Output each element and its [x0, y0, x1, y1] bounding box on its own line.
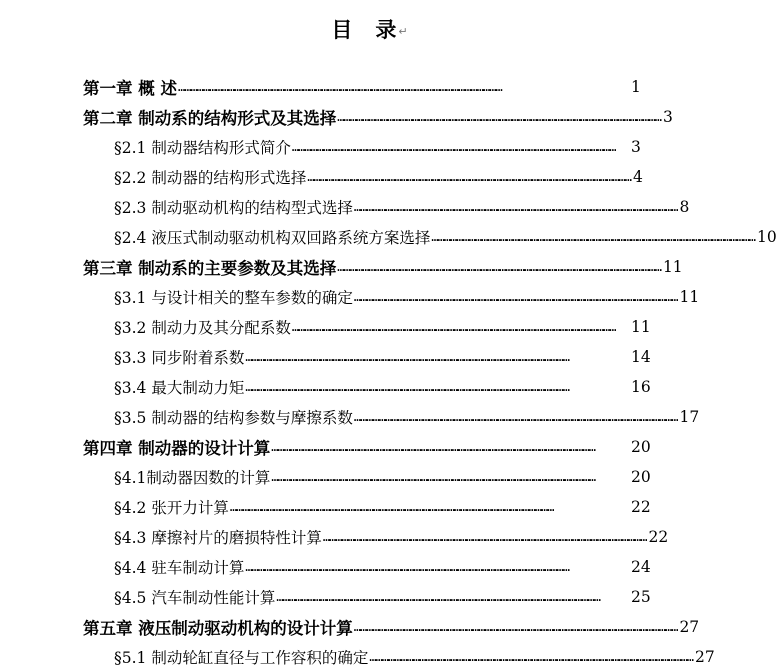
- paragraph-mark: ↵: [398, 24, 409, 38]
- dot-leader: …………………………………………………………………………………………………………………………………………: [229, 500, 554, 514]
- toc-section-3-4[interactable]: [0, 372, 651, 402]
- toc-title-left: 目: [331, 18, 354, 42]
- dot-leader: …………………………………………………………………………………………………………………………………………: [369, 650, 694, 664]
- dot-leader: …………………………………………………………………………………………………………………………………………: [245, 350, 570, 364]
- dot-leader: …………………………………………………………………………………………………………………………………………: [431, 230, 756, 244]
- toc-page-number: 3: [631, 138, 641, 156]
- toc-entry-label: §3.4 最大制动力矩: [114, 379, 245, 397]
- dot-leader: …………………………………………………………………………………………………………………………………………: [245, 380, 570, 394]
- dot-leader: …………………………………………………………………………………………………………………………………………: [271, 440, 595, 454]
- toc-entry-label: 第二章 制动系的结构形式及其选择: [83, 109, 337, 128]
- dot-leader: …………………………………………………………………………………………………………………………………………: [353, 290, 678, 304]
- toc-section-4-5[interactable]: [0, 582, 651, 612]
- dot-leader: …………………………………………………………………………………………………………………………………………: [353, 620, 678, 634]
- toc-section-4-4[interactable]: [0, 552, 651, 582]
- toc-entry-label: §3.2 制动力及其分配系数: [114, 319, 291, 337]
- toc-entry-label: 第四章 制动器的设计计算: [83, 439, 271, 458]
- toc-page-number: 8: [679, 198, 690, 216]
- toc-entry-label: §4.2 张开力计算: [114, 499, 229, 517]
- toc-entry-label: 第一章 概 述: [83, 79, 177, 98]
- toc-entry-label: §4.1制动器因数的计算: [114, 469, 271, 487]
- toc-page-number: 27: [695, 648, 715, 666]
- dot-leader: …………………………………………………………………………………………………………………………………………: [178, 80, 502, 94]
- toc-entry-label: §3.5 制动器的结构参数与摩擦系数: [114, 409, 353, 427]
- toc-chapter-5[interactable]: [0, 612, 700, 642]
- toc-entry-label: §2.3 制动驱动机构的结构型式选择: [114, 199, 353, 217]
- toc-section-2-1[interactable]: [0, 132, 645, 162]
- toc-page-number: 1: [631, 78, 641, 96]
- toc-page-number: 27: [679, 618, 700, 636]
- toc-entry-label: §2.2 制动器的结构形式选择: [114, 169, 307, 187]
- toc-section-4-2[interactable]: [0, 492, 651, 522]
- toc-chapter-3[interactable]: [0, 252, 683, 282]
- dot-leader: …………………………………………………………………………………………………………………………………………: [245, 560, 570, 574]
- toc-chapter-2[interactable]: [0, 102, 673, 132]
- toc-page-number: 11: [679, 288, 700, 306]
- dot-leader: …………………………………………………………………………………………………………………………………………: [291, 320, 616, 334]
- toc-section-4-3[interactable]: [0, 522, 669, 552]
- toc-entry-label: §4.3 摩擦衬片的磨损特性计算: [114, 529, 322, 547]
- dot-leader: …………………………………………………………………………………………………………………………………………: [337, 260, 661, 274]
- toc-page-number: 11: [662, 258, 683, 276]
- toc-entry-label: §4.4 驻车制动计算: [114, 559, 245, 577]
- dot-leader: …………………………………………………………………………………………………………………………………………: [291, 140, 616, 154]
- toc-section-4-1[interactable]: [0, 462, 651, 492]
- toc-entry-label: 第三章 制动系的主要参数及其选择: [83, 259, 337, 278]
- toc-section-3-2[interactable]: [0, 312, 651, 342]
- toc-section-3-1[interactable]: [0, 282, 700, 312]
- toc-entry-label: 第五章 液压制动驱动机构的设计计算: [83, 619, 353, 638]
- toc-entry-label: §3.3 同步附着系数: [114, 349, 245, 367]
- toc-page-number: 20: [631, 468, 651, 486]
- toc-entry-label: §2.4 液压式制动驱动机构双回路系统方案选择: [114, 229, 431, 247]
- toc-page-number: 11: [631, 318, 651, 336]
- toc-entry-label: §2.1 制动器结构形式简介: [114, 139, 291, 157]
- toc-page-number: 3: [662, 108, 673, 126]
- dot-leader: …………………………………………………………………………………………………………………………………………: [307, 170, 632, 184]
- dot-leader: …………………………………………………………………………………………………………………………………………: [353, 200, 678, 214]
- toc-page-number: 22: [631, 498, 651, 516]
- toc-page-number: 22: [648, 528, 669, 546]
- toc-page-number: 10: [757, 228, 777, 246]
- toc-title: [0, 14, 740, 44]
- toc-page-number: 16: [631, 378, 651, 396]
- dot-leader: …………………………………………………………………………………………………………………………………………: [276, 590, 601, 604]
- dot-leader: …………………………………………………………………………………………………………………………………………: [271, 470, 596, 484]
- toc-section-3-3[interactable]: [0, 342, 651, 372]
- toc-entry-label: §3.1 与设计相关的整车参数的确定: [114, 289, 353, 307]
- toc-title-right: 录: [375, 18, 398, 42]
- dot-leader: …………………………………………………………………………………………………………………………………………: [353, 410, 678, 424]
- toc-section-3-5[interactable]: [0, 402, 700, 432]
- toc-section-5-1[interactable]: [0, 642, 715, 672]
- toc-chapter-4[interactable]: [0, 432, 651, 462]
- table-of-contents: [0, 72, 777, 672]
- dot-leader: …………………………………………………………………………………………………………………………………………: [322, 530, 647, 544]
- toc-entry-label: §5.1 制动轮缸直径与工作容积的确定: [114, 649, 369, 667]
- toc-section-2-2[interactable]: [0, 162, 645, 192]
- toc-entry-label: §4.5 汽车制动性能计算: [114, 589, 276, 607]
- toc-page-number: 17: [679, 408, 700, 426]
- toc-page-number: 14: [631, 348, 651, 366]
- toc-chapter-1[interactable]: [0, 72, 645, 102]
- toc-section-2-4[interactable]: [0, 222, 777, 252]
- toc-section-2-3[interactable]: [0, 192, 690, 222]
- toc-page-number: 20: [631, 438, 651, 456]
- toc-page-number: 4: [633, 168, 643, 186]
- dot-leader: …………………………………………………………………………………………………………………………………………: [337, 110, 661, 124]
- toc-page-number: 25: [631, 588, 651, 606]
- toc-page-number: 24: [631, 558, 651, 576]
